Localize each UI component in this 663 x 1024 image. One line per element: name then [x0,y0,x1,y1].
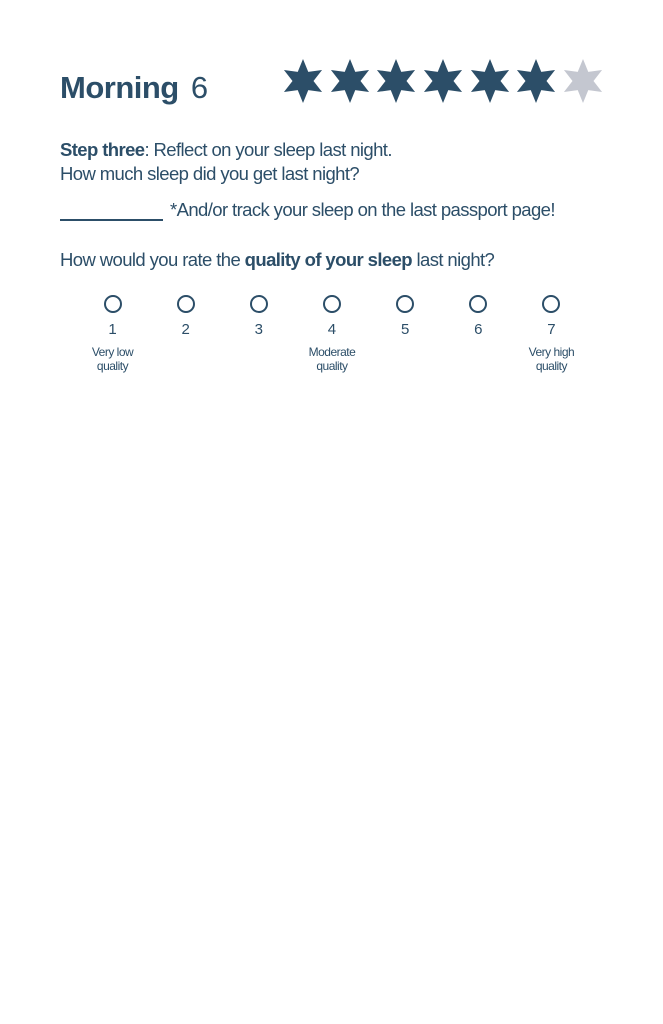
rating-option-4 [295,295,368,373]
quality-rating-scale [76,295,588,373]
star-empty-icon [561,59,605,103]
tracking-note: *And/or track your sleep on the last passport page! [170,199,555,220]
rating-option-6 [442,295,515,373]
sleep-hours-blank[interactable] [60,199,163,221]
rating-option-2 [149,295,222,373]
rating-radio[interactable] [250,295,268,313]
step-text: : Reflect on your sleep last night. [144,139,392,160]
rating-number: 1 [108,321,117,338]
rating-label-low: Very low quality [91,345,134,373]
sleep-tracking-row [60,199,555,221]
sleep-quality-question [60,249,494,271]
star-filled-icon [421,59,465,103]
rating-number: 7 [547,321,556,338]
quality-question-emphasis: quality of your sleep [244,249,412,270]
star-filled-icon [374,59,418,103]
star-filled-icon [328,59,372,103]
day-number: 6 [190,70,208,105]
rating-radio[interactable] [542,295,560,313]
star-filled-icon [281,59,325,103]
rating-label-high: Very high quality [528,345,575,373]
rating-radio[interactable] [177,295,195,313]
rating-number: 3 [254,321,263,338]
quality-question-prefix: How would you rate the [60,249,245,270]
rating-number: 5 [400,321,410,338]
rating-number: 6 [474,321,483,338]
star-filled-icon [468,59,512,103]
rating-number: 2 [181,321,190,338]
star-filled-icon [514,59,558,103]
rating-radio[interactable] [469,295,487,313]
rating-option-5 [369,295,442,373]
rating-option-7 [515,295,588,373]
step-instructions [60,138,392,186]
progress-stars [281,56,605,106]
title-text: Morning [60,70,179,105]
rating-option-1 [76,295,149,373]
rating-number: 4 [327,321,337,338]
step-label: Step three [60,139,145,160]
rating-radio[interactable] [323,295,341,313]
quality-question-suffix: last night? [411,249,495,270]
rating-label-moderate: Moderate quality [308,345,356,373]
rating-radio[interactable] [104,295,122,313]
sleep-amount-question: How much sleep did you get last night? [60,163,360,184]
rating-option-3 [222,295,295,373]
rating-radio[interactable] [396,295,414,313]
page-title [60,70,208,106]
